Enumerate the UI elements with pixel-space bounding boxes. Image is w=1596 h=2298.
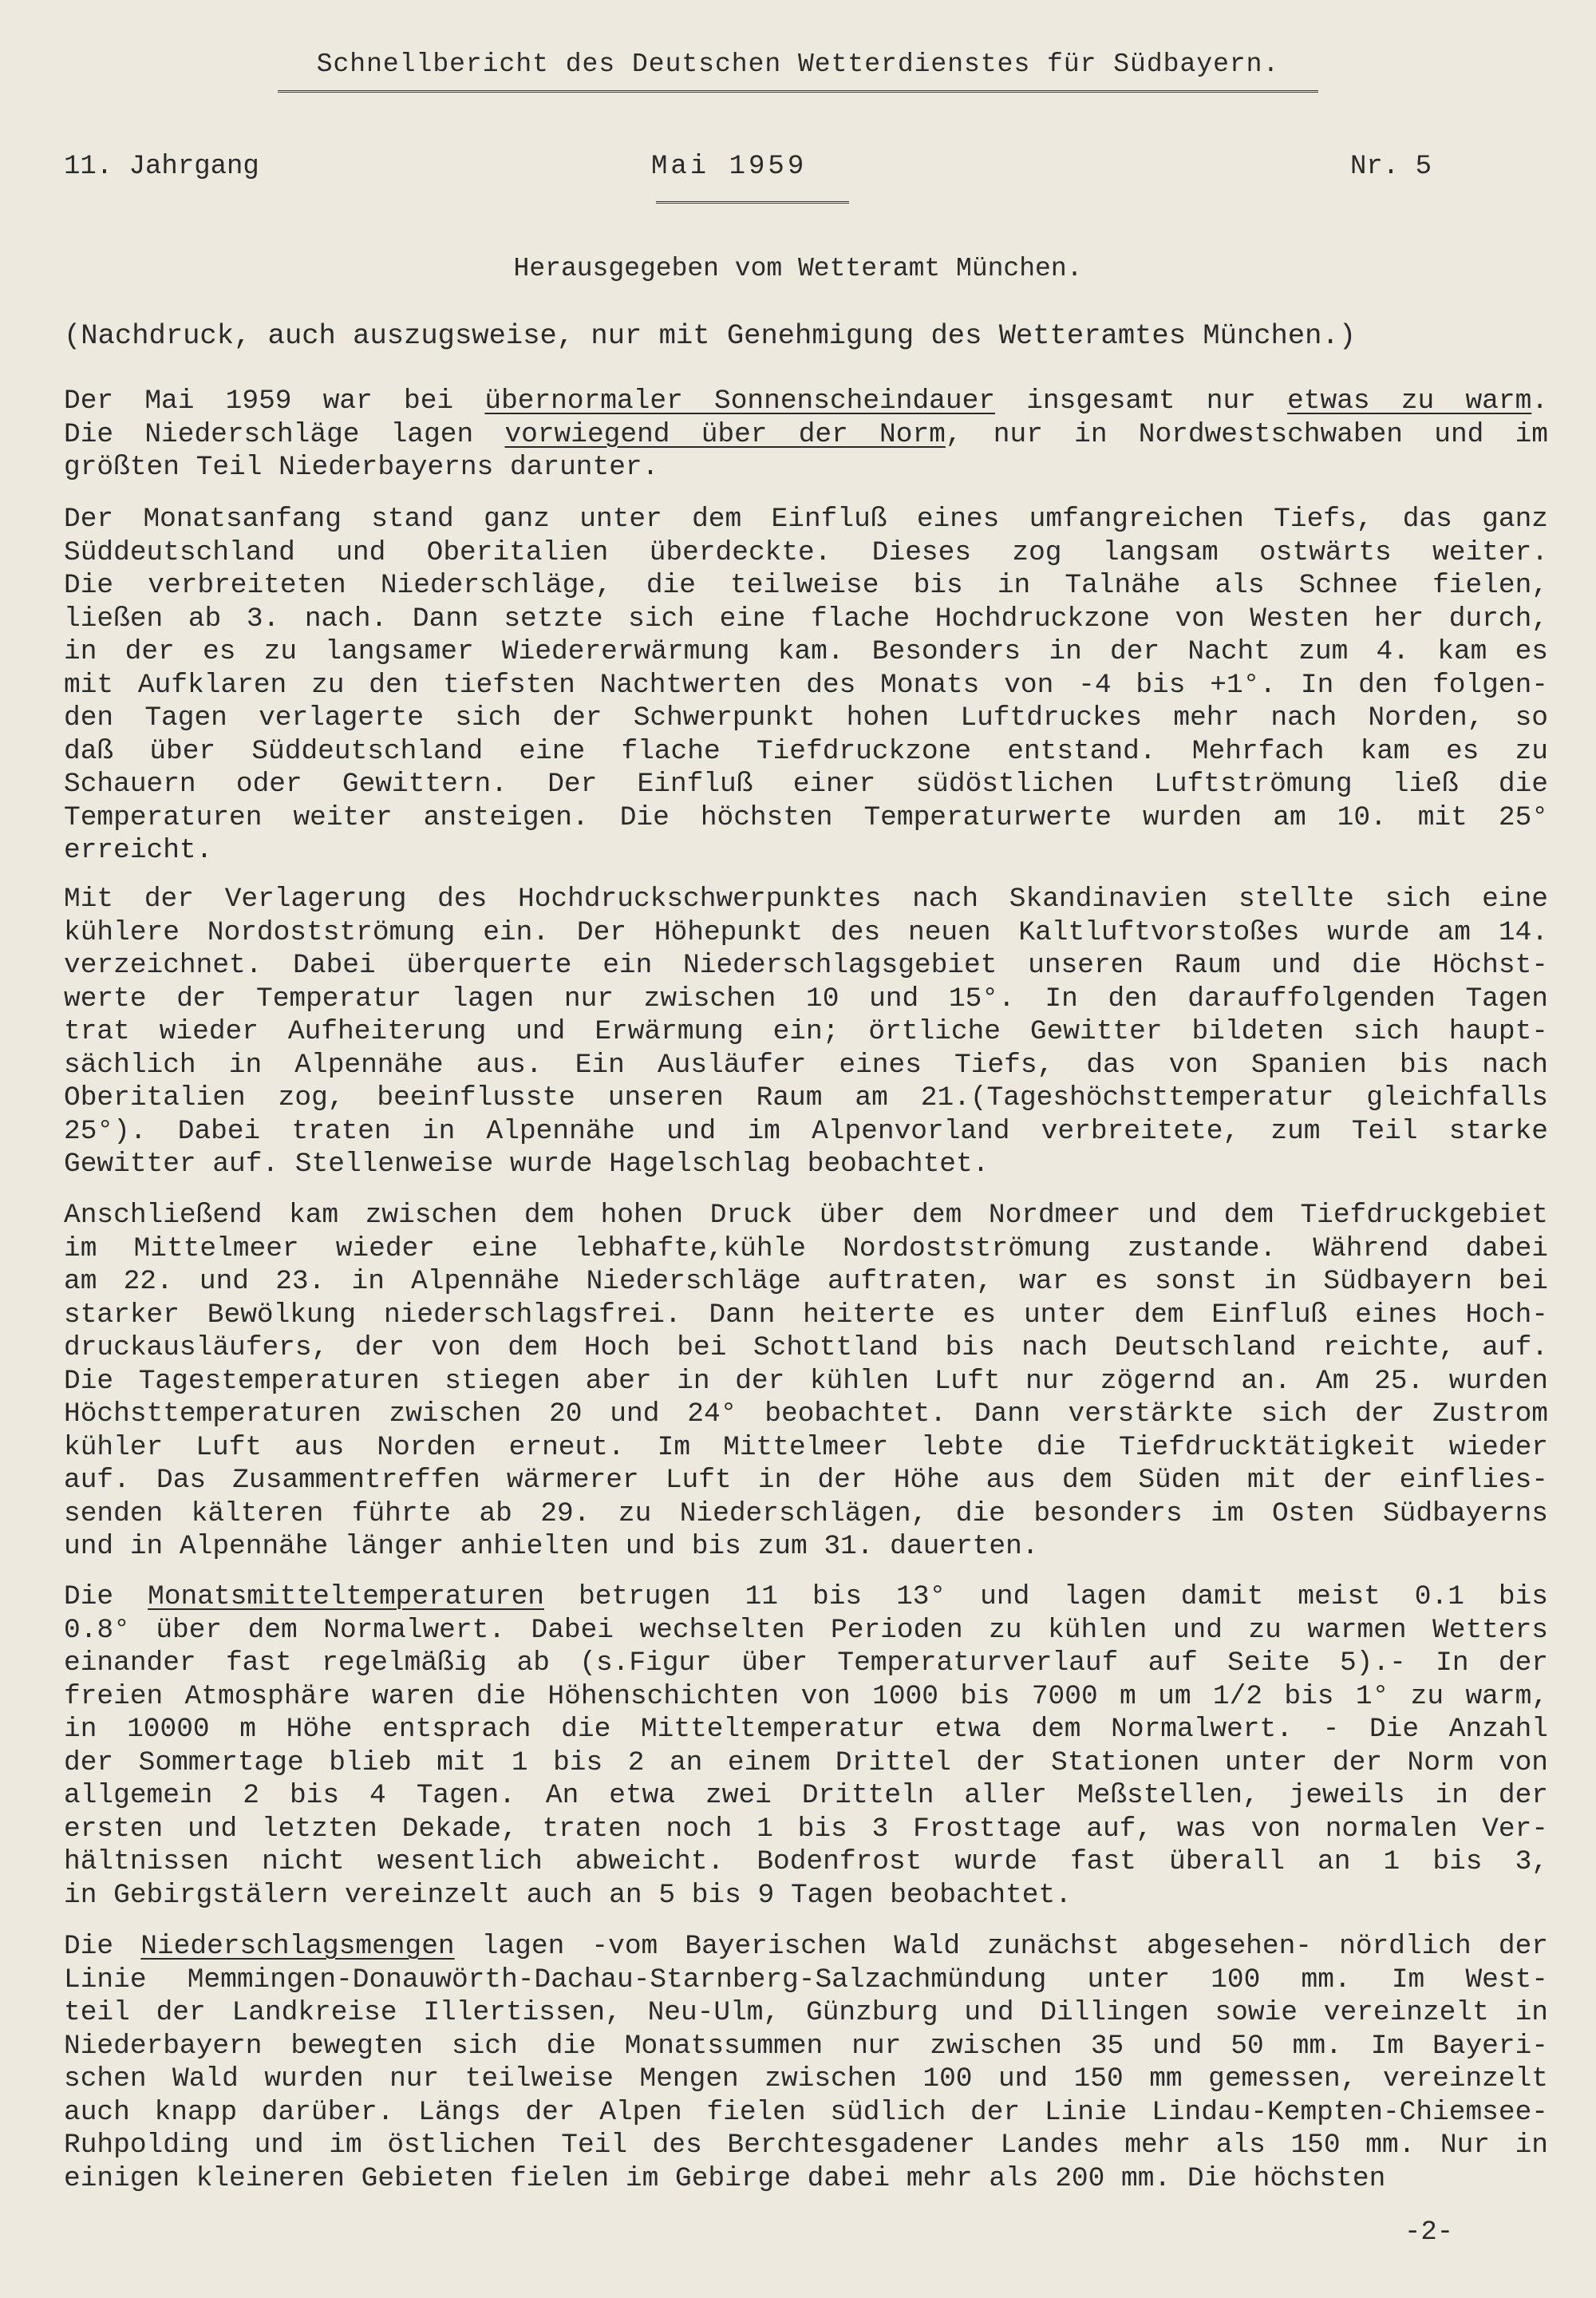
text-line: Der Monatsanfang stand ganz unter dem Einfluß eines umfangreichen Tiefs, das ganz: [64, 504, 1548, 535]
text-line: in Gebirgstälern vereinzelt auch an 5 bis 9 Tagen beobachtet.: [64, 1879, 1072, 1911]
publisher-line: Herausgegeben vom Wetteramt München.: [513, 254, 1083, 283]
text-line: verzeichnet. Dabei überquerte ein Niederschlagsgebiet unseren Raum und die Höchst-: [64, 950, 1548, 981]
text-line: schen Wald wurden nur teilweise Mengen zwischen 100 und 150 mm gemessen, vereinzelt: [64, 2063, 1548, 2094]
paragraph-precipitation: [64, 1930, 1548, 2195]
title-double-rule: [278, 90, 1318, 93]
text-line: kühlere Nordostströmung ein. Der Höhepunkt des neuen Kaltluftvorstoßes wurde am 14.: [64, 916, 1548, 948]
text-line: Die Tagestemperaturen stiegen aber in der kühlen Luft nur zögernd an. Am 25. wurden: [64, 1365, 1548, 1397]
report-title: Schnellbericht des Deutschen Wetterdienstes für Südbayern.: [316, 49, 1280, 79]
text-line: auf. Das Zusammentreffen wärmerer Luft in der Höhe aus dem Süden mit der einflies-: [64, 1465, 1548, 1496]
text-line: größten Teil Niederbayerns darunter.: [64, 452, 659, 483]
text-line: ersten und letzten Dekade, traten noch 1 bis 3 Frosttage auf, was von normalen Ver-: [64, 1813, 1548, 1845]
text-line: allgemein 2 bis 4 Tagen. An etwa zwei Dritteln aller Meßstellen, jeweils in der: [64, 1780, 1548, 1811]
paragraph-late-month: [64, 1199, 1548, 1564]
text-line: Schauern oder Gewittern. Der Einfluß einer südöstlichen Luftströmung ließ die: [64, 769, 1548, 800]
text-line: einander fast regelmäßig ab (s.Figur über Temperaturverlauf auf Seite 5).- In der: [64, 1647, 1548, 1679]
paragraph-summary: [64, 385, 1548, 485]
text-line: mit Aufklaren zu den tiefsten Nachtwerten des Monats von -4 bis +1°. In den folgen-: [64, 669, 1548, 701]
underlined-phrase: etwas zu warm: [1287, 386, 1532, 417]
month-label: Mai 1959: [651, 152, 808, 182]
text-line: Die Niederschlagsmengen lagen -vom Bayerischen Wald zunächst abgesehen- nördlich der: [64, 1931, 1548, 1962]
month-double-rule: [656, 201, 849, 204]
text-line: Linie Memmingen-Donauwörth-Dachau-Starnberg-Salzachmündung unter 100 mm. Im West-: [64, 1964, 1548, 1995]
text-line: starker Bewölkung niederschlagsfrei. Dann heiterte es unter dem Einfluß eines Hoch-: [64, 1299, 1548, 1331]
text-line: kühler Luft aus Norden erneut. Im Mittelmeer lebte die Tiefdrucktätigkeit wieder: [64, 1431, 1548, 1463]
text-line: Gewitter auf. Stellenweise wurde Hagelschlag beobachtet.: [64, 1149, 990, 1180]
text-line: und in Alpennähe länger anhielten und bis zum 31. dauerten.: [64, 1531, 1039, 1562]
text-line: der Sommertage blieb mit 1 bis 2 an einem Drittel der Stationen unter der Norm von: [64, 1746, 1548, 1778]
underlined-phrase: Niederschlagsmengen: [140, 1931, 455, 1962]
text-line: Die Monatsmitteltemperaturen betrugen 11 bis 13° und lagen damit meist 0.1 bis: [64, 1581, 1548, 1612]
text-line: sächlich in Alpennähe aus. Ein Ausläufer eines Tiefs, das von Spanien bis nach: [64, 1049, 1548, 1081]
text-line: 0.8° über dem Normalwert. Dabei wechselten Perioden zu kühlen und zu warmen Wetters: [64, 1614, 1548, 1646]
text-line: Höchsttemperaturen zwischen 20 und 24° beobachtet. Dann verstärkte sich der Zustrom: [64, 1398, 1548, 1430]
text-line: 25°). Dabei traten in Alpennähe und im Alpenvorland verbreitete, zum Teil starke: [64, 1115, 1548, 1147]
text-line: hältnissen nicht wesentlich abweicht. Bodenfrost wurde fast überall an 1 bis 3,: [64, 1846, 1548, 1877]
text-line: Süddeutschland und Oberitalien überdeckte. Dieses zog langsam ostwärts weiter.: [64, 536, 1548, 568]
issue-number: Nr. 5: [1350, 152, 1432, 182]
text-line: trat wieder Aufheiterung und Erwärmung ein; örtliche Gewitter bildeten sich haupt-: [64, 1016, 1548, 1047]
volume-label: 11. Jahrgang: [64, 152, 259, 182]
text-line: Niederbayern bewegten sich die Monatssummen nur zwischen 35 und 50 mm. Im Bayeri-: [64, 2030, 1548, 2062]
text-line: einigen kleineren Gebieten fielen im Gebirge dabei mehr als 200 mm. Die höchsten: [64, 2162, 1386, 2194]
text-line: druckausläufers, der von dem Hoch bei Schottland bis nach Deutschland reichte, auf.: [64, 1332, 1548, 1363]
text-line: Die verbreiteten Niederschläge, die teilweise bis in Talnähe als Schnee fielen,: [64, 570, 1548, 601]
text-line: im Mittelmeer wieder eine lebhafte,kühle Nordostströmung zustande. Während dabei: [64, 1232, 1548, 1264]
text-line: Der Mai 1959 war bei übernormaler Sonnenscheindauer insgesamt nur etwas zu warm.: [64, 386, 1548, 417]
reprint-note: (Nachdruck, auch auszugsweise, nur mit Genehmigung des Wetteramtes München.): [64, 319, 1357, 352]
text-line: ließen ab 3. nach. Dann setzte sich eine flache Hochdruckzone von Westen her durch,: [64, 603, 1548, 635]
paragraph-temperatures: [64, 1580, 1548, 1912]
text-line: werte der Temperatur lagen nur zwischen 10 und 15°. In den darauffolgenden Tagen: [64, 983, 1548, 1015]
text-line: teil der Landkreise Illertissen, Neu-Ulm, Günzburg und Dillingen sowie vereinzelt in: [64, 1997, 1548, 2028]
text-line: am 22. und 23. in Alpennähe Niederschläge auftraten, war es sonst in Südbayern bei: [64, 1266, 1548, 1297]
page-number: -2-: [1404, 2217, 1454, 2248]
text-line: daß über Süddeutschland eine flache Tiefdruckzone entstand. Mehrfach kam es zu: [64, 735, 1548, 767]
underlined-phrase: vorwiegend über der Norm: [504, 418, 946, 450]
underlined-phrase: übernormaler Sonnenscheindauer: [484, 386, 995, 417]
paragraph-month-start: [64, 503, 1548, 868]
text-line: Anschließend kam zwischen dem hohen Druck über dem Nordmeer und dem Tiefdruckgebiet: [64, 1200, 1548, 1231]
text-line: auch knapp darüber. Längs der Alpen fielen südlich der Linie Lindau-Kempten-Chiemsee-: [64, 2096, 1548, 2128]
text-line: Ruhpolding und im östlichen Teil des Berchtesgadener Landes mehr als 150 mm. Nur in: [64, 2130, 1548, 2161]
text-line: senden kälteren führte ab 29. zu Niederschlägen, die besonders im Osten Südbayerns: [64, 1497, 1548, 1529]
text-line: den Tagen verlagerte sich der Schwerpunkt hohen Luftdruckes mehr nach Norden, so: [64, 702, 1548, 734]
underlined-phrase: Monatsmitteltemperaturen: [148, 1581, 544, 1612]
paragraph-cooling: [64, 883, 1548, 1181]
text-line: Mit der Verlagerung des Hochdruckschwerpunktes nach Skandinavien stellte sich eine: [64, 884, 1548, 915]
text-line: Oberitalien zog, beeinflusste unseren Raum am 21.(Tageshöchsttemperatur gleichfalls: [64, 1082, 1548, 1113]
text-line: Temperaturen weiter ansteigen. Die höchsten Temperaturwerte wurden am 10. mit 25°: [64, 801, 1548, 833]
text-line: Die Niederschläge lagen vorwiegend über der Norm, nur in Nordwestschwaben und im: [64, 418, 1548, 450]
text-line: freien Atmosphäre waren die Höhenschichten von 1000 bis 7000 m um 1/2 bis 1° zu warm,: [64, 1680, 1548, 1712]
text-line: erreicht.: [64, 835, 213, 866]
text-line: in 10000 m Höhe entsprach die Mitteltemperatur etwa dem Normalwert. - Die Anzahl: [64, 1714, 1548, 1745]
text-line: in der es zu langsamer Wiedererwärmung kam. Besonders in der Nacht zum 4. kam es: [64, 636, 1548, 667]
